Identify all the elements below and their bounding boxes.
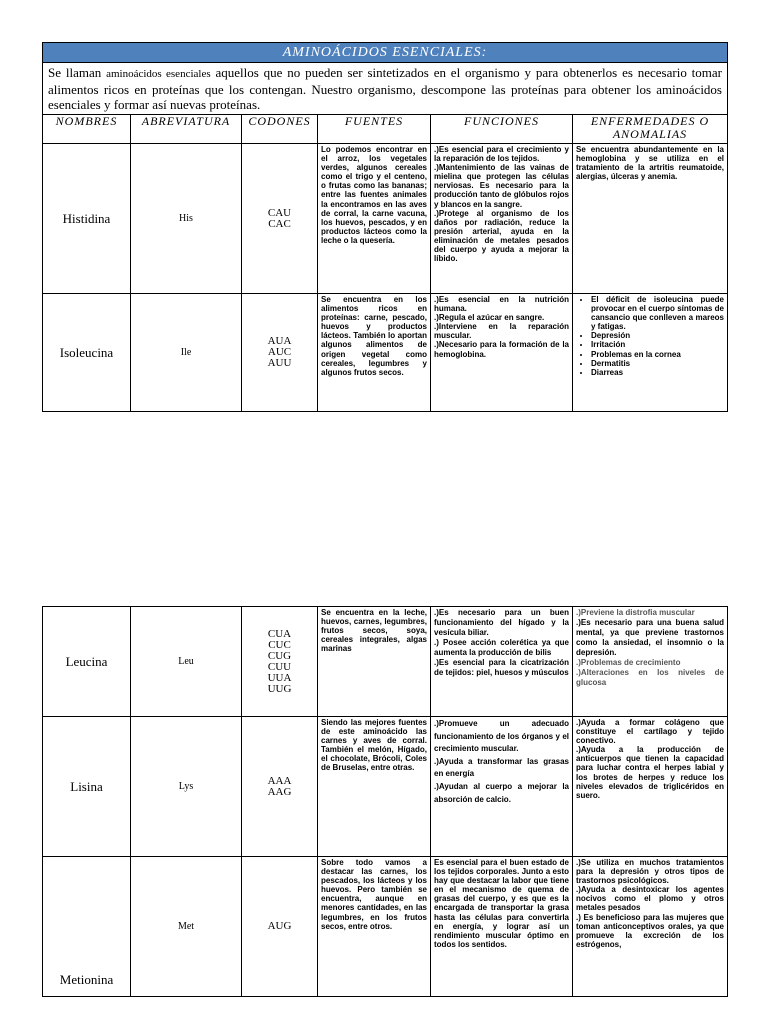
disease-item: .) Es beneficioso para las mujeres que toman anticonceptivos orales, ya que promueve la excreción de los estrógenos,	[576, 912, 724, 949]
codon: AUU	[267, 357, 292, 369]
amino-sources: Sobre todo vamos a destacar las carnes, los pescados, los lácteos y los huevos. Pero también se encuentra, aunque en menores cantidades, en las legumbres, en los frutos secos, entre otros.	[318, 857, 431, 997]
codon: AAA	[267, 774, 292, 787]
amino-diseases	[573, 607, 728, 717]
disease-item: • Diarreas	[591, 368, 724, 377]
function-item: .)Interviene en la reparación muscular.	[434, 322, 569, 341]
amino-acids-table-page2	[42, 606, 728, 997]
codon: AUA	[267, 335, 292, 347]
disease-item: • El déficit de isoleucina puede provocar en el cuerpo síntomas de cansancio que conlleven a mareos y fatigas.	[591, 295, 724, 331]
intro-term: aminoácidos esenciales	[106, 68, 211, 80]
disease-list	[576, 295, 724, 377]
intro-part1: Se llaman	[48, 65, 107, 80]
amino-abbr: His	[131, 144, 242, 294]
header-fuentes: FUENTES	[318, 115, 431, 144]
amino-sources: Lo podemos encontrar en el arroz, los vegetales verdes, algunos cereales como el trigo y el centeno, o frutas como las bananas; entre las fuentes animales la encontramos en las aves de corral, la carne vacuna, los huevos, pescados, y en productos lácteos como la leche o la quesería.	[318, 144, 431, 294]
amino-diseases	[573, 294, 728, 412]
function-item: .)Ayuda a transformar las grasas en energía	[434, 756, 569, 779]
disease-item: .)Ayuda a la producción de anticuerpos que tienen la capacidad para luchar contra el herpes labial y los brotes de herpes y reduce los niveles elevados de triglicéridos en suero.	[576, 745, 724, 800]
header-funciones: FUNCIONES	[431, 115, 573, 144]
function-item: .)Ayudan al cuerpo a mejorar la absorción de calcio.	[434, 781, 569, 804]
amino-abbr: Leu	[131, 607, 242, 717]
amino-functions	[431, 144, 573, 294]
function-item: .)Es esencial en la nutrición humana.	[434, 295, 569, 314]
amino-codons	[242, 144, 318, 294]
function-item: .)Protege al organismo de los daños por radiación, reduce la presión arterial, ayuda en la eliminación de metales pesados del cuerpo y ayuda a mejorar la líbido.	[434, 208, 569, 264]
amino-codons	[242, 294, 318, 412]
amino-sources: Se encuentra en la leche, huevos, carnes, legumbres, frutos secos, soya, cereales integrales, algas marinas	[318, 607, 431, 717]
header-enfermedades: ENFERMEDADES O ANOMALIAS	[573, 115, 728, 144]
function-item: .)Necesario para la formación de la hemoglobina.	[434, 340, 569, 359]
amino-diseases	[573, 144, 728, 294]
amino-abbr: Lys	[131, 717, 242, 857]
amino-codons	[242, 857, 318, 997]
header-nombres: NOMBRES	[43, 115, 131, 144]
codon: AAG	[267, 785, 292, 798]
codon: CUC	[268, 638, 291, 651]
disease-item: • Dermatitis	[591, 359, 724, 368]
amino-functions	[431, 857, 573, 997]
intro-paragraph	[43, 63, 728, 115]
codon: AUG	[267, 920, 292, 932]
codon: CUA	[267, 627, 292, 640]
codon: AUC	[267, 346, 292, 358]
amino-diseases	[573, 857, 728, 997]
amino-codons	[242, 607, 318, 717]
codon: CAC	[268, 217, 291, 230]
codon: CUU	[267, 660, 292, 673]
disease-item: • Irritación	[591, 340, 724, 349]
function-item: .)Es esencial para la cicatrización de tejidos: piel, huesos y músculos	[434, 658, 569, 677]
disease-item: .)Previene la distrofia muscular	[576, 608, 695, 617]
amino-name: Lisina	[43, 717, 131, 857]
amino-name: Leucina	[43, 607, 131, 717]
disease-item: • Problemas en la cornea	[591, 350, 724, 359]
function-item: .)Es esencial para el crecimiento y la reparación de los tejidos.	[434, 145, 569, 164]
amino-abbr: Met	[131, 857, 242, 997]
table-row	[43, 294, 728, 412]
function-item: .) Posee acción colerética ya que aumenta la producción de bilis	[434, 638, 569, 657]
amino-sources: Se encuentra en los alimentos ricos en proteínas: carne, pescado, huevos y productos lácteos. También lo aportan algunos alimentos de origen vegetal como cereales, legumbres y algunos frutos secos.	[318, 294, 431, 412]
header-row	[43, 115, 728, 144]
intro-part2: aquellos que no pueden ser sintetizados en el organismo y para obtenerlos es necesario tomar alimentos ricos en proteínas que los contengan. Nuestro organismo, descompone las proteínas para obtener los aminoácidos esenciales y formar así nuevas proteínas.	[48, 65, 722, 112]
codon: UUA	[267, 671, 292, 684]
amino-abbr: Ile	[131, 294, 242, 412]
amino-name: Isoleucina	[43, 294, 131, 412]
amino-name: Histidina	[43, 144, 131, 294]
codon: UUG	[267, 682, 292, 695]
amino-functions	[431, 607, 573, 717]
disease-item: .)Es necesario para una buena salud mental, ya que previene trastornos como la ansiedad, el insomnio o la depresión.	[576, 618, 724, 657]
header-codones: CODONES	[242, 115, 318, 144]
disease-item: .)Ayuda a desintoxicar los agentes nocivos como el plomo y otros metales pesados	[576, 885, 724, 913]
disease-item: • Depresión	[591, 331, 724, 340]
amino-diseases	[573, 717, 728, 857]
table-row	[43, 857, 728, 997]
amino-name: Metionina	[43, 857, 131, 997]
disease-item: .)Ayuda a formar colágeno que constituye el cartílago y tejido conectivo.	[576, 718, 724, 746]
function-item: .)Mantenimiento de las vainas de mielina que protegen las células nerviosas. Es necesario para la producción tanto de glóbulos rojos y blancos en la sangre.	[434, 163, 569, 209]
function-item: .)Promueve un adecuado funcionamiento de los órganos y el crecimiento muscular.	[434, 719, 569, 754]
disease-item: Se encuentra abundantemente en la hemoglobina y se utiliza en el tratamiento de la artritis reumatoide, alergias, úlceras y anemia.	[576, 145, 724, 182]
amino-codons	[242, 717, 318, 857]
codon: CUG	[267, 649, 292, 662]
disease-item: .)Se utiliza en muchos tratamientos para la depresión y otros tipos de trastornos psicológicos.	[576, 858, 724, 886]
codon: CAU	[267, 206, 292, 219]
table-title: AMINOÁCIDOS ESENCIALES:	[43, 43, 728, 63]
header-abreviatura: ABREVIATURA	[131, 115, 242, 144]
function-item: .)Regula el azúcar en sangre.	[434, 313, 545, 323]
function-item: .)Es necesario para un buen funcionamiento del hígado y la vesícula biliar.	[434, 608, 569, 637]
amino-functions	[431, 294, 573, 412]
disease-item: .)Alteraciones en los niveles de glucosa	[576, 668, 724, 687]
table-row	[43, 717, 728, 857]
disease-item: .)Problemas de crecimiento	[576, 658, 681, 667]
amino-acids-table-page1	[42, 42, 728, 412]
table-row	[43, 144, 728, 294]
table-row	[43, 607, 728, 717]
function-item: Es esencial para el buen estado de los tejidos corporales. Junto a esto hay que destacar la labor que tiene en el mecanismo de quema de grasas del cuerpo, y es que es la encargada de transportar la grasa hasta las células para convertirla en energía, y lograr así un rendimiento muscular óptimo en todos los sentidos.	[434, 858, 569, 949]
amino-sources: Siendo las mejores fuentes de este aminoácido las carnes y aves de corral. También el melón, Hígado, el chocolate, Brócoli, Coles de Bruselas, entre otras.	[318, 717, 431, 857]
amino-functions	[431, 717, 573, 857]
